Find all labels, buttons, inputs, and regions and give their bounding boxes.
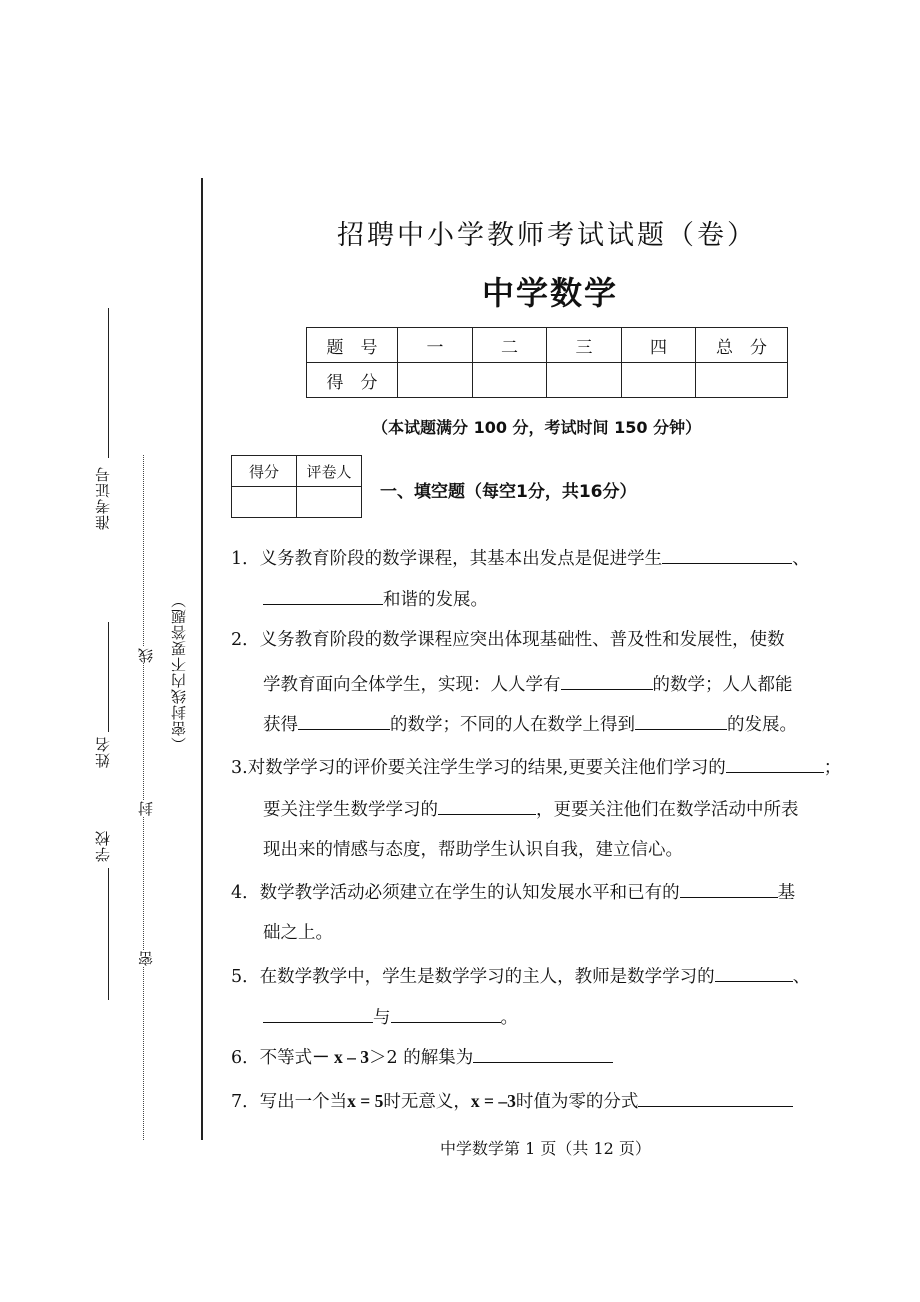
- score-cell-q3: 三: [547, 328, 622, 363]
- answer-blank[interactable]: [715, 965, 793, 982]
- binding-rule: [201, 178, 203, 1140]
- score-entry[interactable]: [547, 363, 622, 398]
- score-cell-label: 题 号: [307, 328, 398, 363]
- exam-note: （本试题满分 100 分，考试时间 150 分钟）: [372, 418, 702, 437]
- question-4-line1: 4．数学教学活动必须建立在学生的认知发展水平和已有的 基: [231, 883, 796, 903]
- seal-dotted-line: [143, 455, 144, 1140]
- grader-score-label: 得分: [232, 456, 297, 487]
- question-1-line1: 1．义务教育阶段的数学课程，其基本出发点是促进学生 、: [231, 549, 810, 569]
- answer-blank[interactable]: [438, 798, 536, 815]
- section1-title: 一、填空题（每空1分，共16分）: [380, 482, 637, 502]
- xuexiao-label: 学校: [94, 830, 112, 862]
- question-2-line2: 学教育面向全体学生，实现：人人学有 的数学；人人都能: [263, 675, 793, 695]
- score-cell-total: 总 分: [696, 328, 788, 363]
- question-1-line2: 和谐的发展。: [231, 588, 488, 610]
- score-table-score-row: [307, 363, 788, 398]
- score-entry[interactable]: [696, 363, 788, 398]
- question-3-line1: 3.对数学学习的评价要关注学生学习的结果,更要关注他们学习的 ；: [231, 758, 842, 778]
- grader-name-label: 评卷人: [297, 456, 362, 487]
- feng-label: 封: [137, 800, 155, 816]
- zhunkaozheng-line: [108, 308, 109, 458]
- question-7: 7．写出一个当x = 5时无意义，x = –3时值为零的分式: [231, 1090, 793, 1112]
- answer-blank[interactable]: [263, 1006, 373, 1023]
- answer-blank[interactable]: [473, 1046, 613, 1063]
- question-3-line3: 现出来的情感与态度，帮助学生认识自我，建立信心。: [263, 840, 683, 860]
- score-entry[interactable]: [398, 363, 473, 398]
- seal-note: （密封线内不要答题）: [170, 592, 188, 752]
- score-entry[interactable]: [473, 363, 547, 398]
- score-cell-q1: 一: [398, 328, 473, 363]
- xian-label: 线: [137, 647, 155, 663]
- answer-blank[interactable]: [391, 1006, 501, 1023]
- answer-blank[interactable]: [638, 1090, 793, 1107]
- zhunkaozheng-label: 准考证号: [94, 466, 112, 530]
- score-row-label: 得 分: [307, 363, 398, 398]
- mi-label: 密: [137, 950, 155, 966]
- grader-table: [231, 455, 362, 518]
- page-footer: 中学数学第 1 页（共 12 页）: [440, 1139, 651, 1158]
- question-2-line1: 2．义务教育阶段的数学课程应突出体现基础性、普及性和发展性，使数: [231, 630, 785, 650]
- question-6: 6．不等式－ x – 3＞2 的解集为: [231, 1046, 613, 1068]
- xingming-line: [108, 622, 109, 732]
- xuexiao-line: [108, 868, 109, 1000]
- answer-blank[interactable]: [561, 673, 653, 690]
- question-5-line2: 与 。: [231, 1006, 518, 1028]
- grader-name-entry[interactable]: [297, 487, 362, 518]
- score-entry[interactable]: [622, 363, 696, 398]
- question-5-line1: 5．在数学教学中，学生是数学学习的主人，教师是数学学习的 、: [231, 967, 811, 987]
- score-cell-q4: 四: [622, 328, 696, 363]
- answer-blank[interactable]: [635, 713, 727, 730]
- answer-blank[interactable]: [263, 588, 383, 605]
- score-table: [306, 327, 788, 398]
- xingming-label: 姓名: [94, 736, 112, 768]
- answer-blank[interactable]: [298, 713, 390, 730]
- question-3-line2: 要关注学生数学学习的 ，更要关注他们在数学活动中所表: [263, 800, 799, 820]
- score-cell-q2: 二: [473, 328, 547, 363]
- answer-blank[interactable]: [662, 547, 792, 564]
- score-table-header-row: [307, 328, 788, 363]
- answer-blank[interactable]: [726, 756, 824, 773]
- page-title: 招聘中小学教师考试试题（卷）: [337, 220, 757, 251]
- grader-score-entry[interactable]: [232, 487, 297, 518]
- question-4-line2: 础之上。: [263, 923, 333, 943]
- answer-blank[interactable]: [680, 881, 778, 898]
- subject-title: 中学数学: [482, 274, 619, 312]
- question-2-line3: 获得 的数学；不同的人在数学上得到 的发展。: [263, 715, 797, 735]
